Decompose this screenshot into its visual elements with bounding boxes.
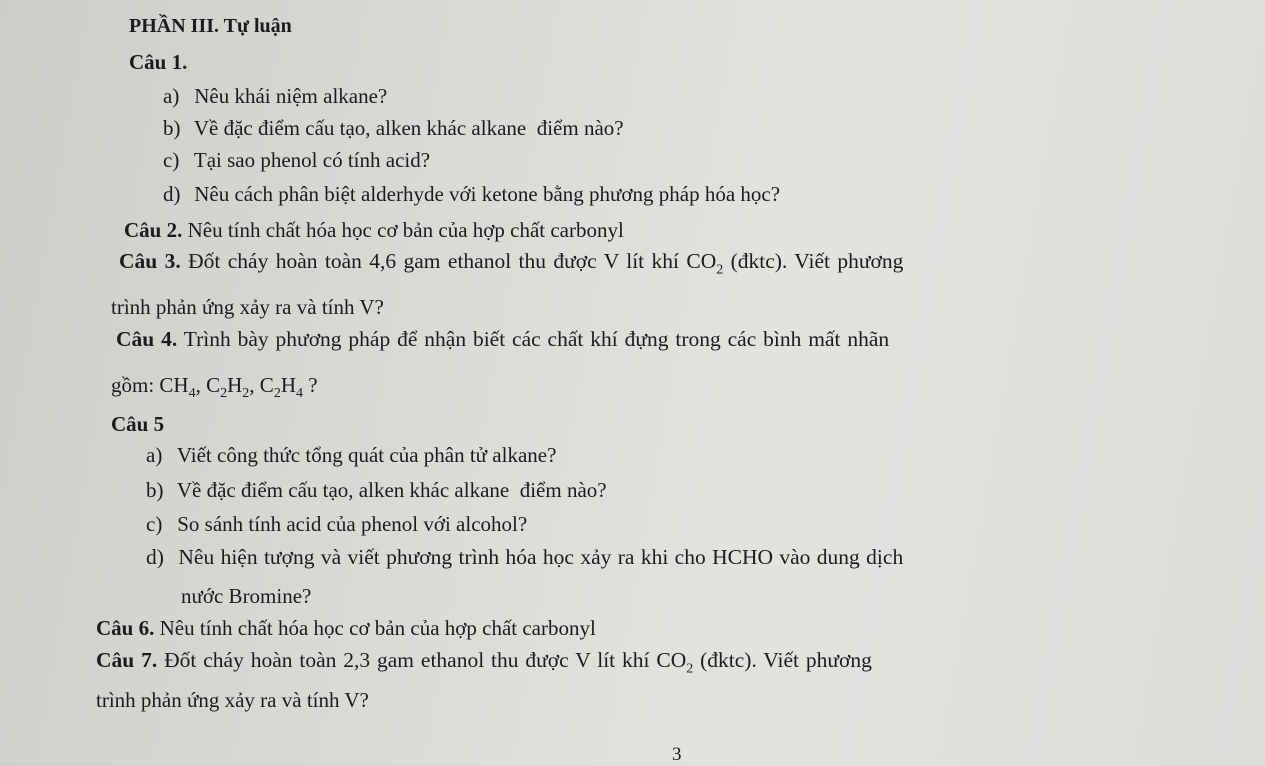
q5-item-d-label: d) — [146, 545, 164, 569]
q3-text-after: (đktc). Viết phương — [723, 249, 904, 273]
q1-item-b-text: Về đặc điểm cấu tạo, alken khác alkane điểm nào? — [193, 116, 624, 140]
q7-line1 — [96, 648, 872, 681]
q5-item-b-text: Về đặc điểm cấu tạo, alken khác alkane điểm nào? — [176, 478, 607, 502]
gas3-h: H — [280, 373, 296, 397]
q5-title: Câu 5 — [111, 412, 165, 436]
gas2-c: C — [206, 373, 221, 397]
q3-text-before: Đốt cháy hoàn toàn 4,6 gam ethanol thu được V lít khí — [188, 249, 687, 273]
gas1-sub: 4 — [188, 386, 196, 402]
q5-item-a-label: a) — [146, 443, 163, 467]
q5-item-b — [146, 478, 607, 502]
q1-item-c — [163, 148, 430, 172]
q7-title: Câu 7. — [96, 648, 158, 672]
q2-title: Câu 2. — [124, 218, 183, 242]
q4-end: ? — [302, 373, 318, 397]
q5-item-c — [146, 512, 527, 536]
q7-formula-co: CO — [656, 648, 687, 672]
sep2: , — [249, 373, 260, 397]
q7-text-before: Đốt cháy hoàn toàn 2,3 gam ethanol thu được V lít khí — [164, 648, 657, 672]
q4-text: Trình bày phương pháp để nhận biết các chất khí đựng trong các bình mất nhãn — [183, 327, 890, 351]
q2-text: Nêu tính chất hóa học cơ bản của hợp chất carbonyl — [187, 218, 624, 242]
q5-item-b-label: b) — [146, 478, 164, 502]
q1-item-b — [163, 116, 624, 140]
q1-item-a-label: a) — [163, 84, 180, 108]
q1-item-d-label: d) — [163, 182, 181, 206]
gas3 — [259, 373, 303, 402]
gas2-h: H — [227, 373, 243, 397]
q1-item-a — [163, 84, 387, 108]
q3-formula-sub: 2 — [716, 262, 724, 278]
gas2 — [206, 373, 250, 402]
gas1-symbol: CH — [159, 373, 189, 397]
q2-line — [124, 218, 624, 242]
section-title: PHẦN III. Tự luận — [129, 15, 292, 37]
q3-title: Câu 3. — [119, 249, 181, 273]
q4-title: Câu 4. — [116, 327, 178, 351]
q5-item-d — [146, 545, 903, 569]
q1-item-d — [163, 182, 780, 206]
q5-item-c-text: So sánh tính acid của phenol với alcohol? — [177, 512, 528, 536]
q4-line1 — [116, 327, 889, 351]
q1-item-c-text: Tại sao phenol có tính acid? — [193, 148, 431, 172]
gas2-sub2: 2 — [242, 386, 250, 402]
q4-line2 — [111, 373, 318, 406]
q3-formula-co: CO — [686, 249, 717, 273]
q4-prefix: gồm: — [111, 373, 160, 397]
q5-item-a-text: Viết công thức tổng quát của phân tử alkane? — [176, 443, 557, 467]
q5-item-d-text: Nêu hiện tượng và viết phương trình hóa học xảy ra khi cho HCHO vào dung dịch — [178, 545, 904, 569]
q6-line — [96, 616, 596, 640]
gas1 — [159, 373, 196, 402]
gas3-c: C — [259, 373, 274, 397]
q1-item-b-label: b) — [163, 116, 181, 140]
q6-text: Nêu tính chất hóa học cơ bản của hợp chất carbonyl — [159, 616, 596, 640]
q1-item-a-text: Nêu khái niệm alkane? — [194, 84, 388, 108]
q5-item-d-cont: nước Bromine? — [181, 584, 312, 608]
q7-line2: trình phản ứng xảy ra và tính V? — [96, 688, 369, 712]
q3-line2: trình phản ứng xảy ra và tính V? — [111, 295, 384, 319]
q7-formula-sub: 2 — [686, 661, 694, 677]
q1-title: Câu 1. — [129, 50, 188, 74]
q7-text-after: (đktc). Viết phương — [693, 648, 872, 672]
gas3-sub2: 4 — [295, 386, 303, 402]
q1-item-d-text: Nêu cách phân biệt alderhyde với ketone bằng phương pháp hóa học? — [194, 182, 781, 206]
gas3-sub1: 2 — [273, 386, 281, 402]
q5-item-a — [146, 443, 556, 467]
sep1: , — [195, 373, 207, 397]
page-number: 3 — [672, 744, 682, 765]
gas2-sub1: 2 — [220, 386, 228, 402]
q1-item-c-label: c) — [163, 148, 180, 172]
q3-line1 — [119, 249, 903, 282]
q5-item-c-label: c) — [146, 512, 163, 536]
q6-title: Câu 6. — [96, 616, 155, 640]
